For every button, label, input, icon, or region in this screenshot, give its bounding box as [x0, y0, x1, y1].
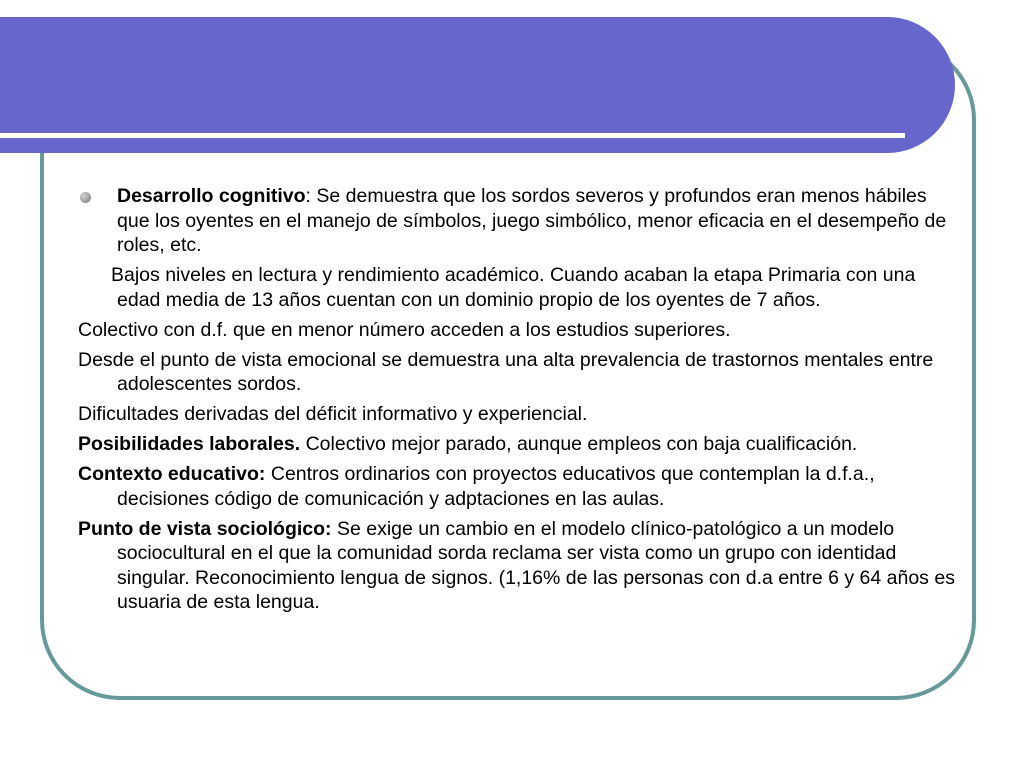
paragraph-punto-de-vista-sociologico [78, 517, 958, 615]
slide-content [78, 184, 958, 620]
paragraph-dificultades [78, 402, 958, 427]
paragraph-text: Bajos niveles en lectura y rendimiento académico. Cuando acaban la etapa Primaria con una edad media de 13 años cuentan con un dominio propio de los oyentes de 7 años. [111, 264, 916, 311]
paragraph-heading: Contexto educativo: [78, 463, 266, 485]
paragraph-desarrollo-cognitivo [78, 184, 958, 258]
title-underline [0, 133, 905, 138]
paragraph-heading: Punto de vista sociológico: [78, 517, 332, 540]
paragraph-contexto-educativo [78, 462, 958, 511]
paragraph-text: Se exige un cambio en el modelo clínico-patológico a un modelo sociocultural en el que la comunidad sorda reclama ser vista como un grupo con identidad singular. Reconocimiento lengua de signos. (1,16% de las personas con d.a entre 6 y 64 años es usuaria de esta lengua. [117, 517, 955, 613]
paragraph-heading: Desarrollo cognitivo [117, 185, 306, 207]
paragraph-posibilidades-laborales [78, 432, 958, 457]
paragraph-text: Dificultades derivadas del déficit informativo y experiencial. [78, 403, 588, 425]
paragraph-colectivo [78, 318, 958, 343]
paragraph-text: Desde el punto de vista emocional se demuestra una alta prevalencia de trastornos mentales entre adolescentes sordos. [78, 348, 934, 395]
bullet-icon [80, 192, 91, 203]
paragraph-emocional [78, 348, 958, 397]
paragraph-text: Centros ordinarios con proyectos educativos que contemplan la d.f.a., decisiones código de comunicación y adptaciones en las aulas. [117, 463, 875, 510]
paragraph-text: Colectivo mejor parado, aunque empleos con baja cualificación. [300, 433, 858, 455]
paragraph-text: : Se demuestra que los sordos severos y profundos eran menos hábiles que los oyentes en el manejo de símbolos, juego simbólico, menor eficacia en el desempeño de roles, etc. [117, 185, 947, 256]
paragraph-bajos-niveles [78, 263, 958, 312]
paragraph-text: Colectivo con d.f. que en menor número acceden a los estudios superiores. [78, 318, 731, 341]
paragraph-heading: Posibilidades laborales. [78, 433, 301, 455]
